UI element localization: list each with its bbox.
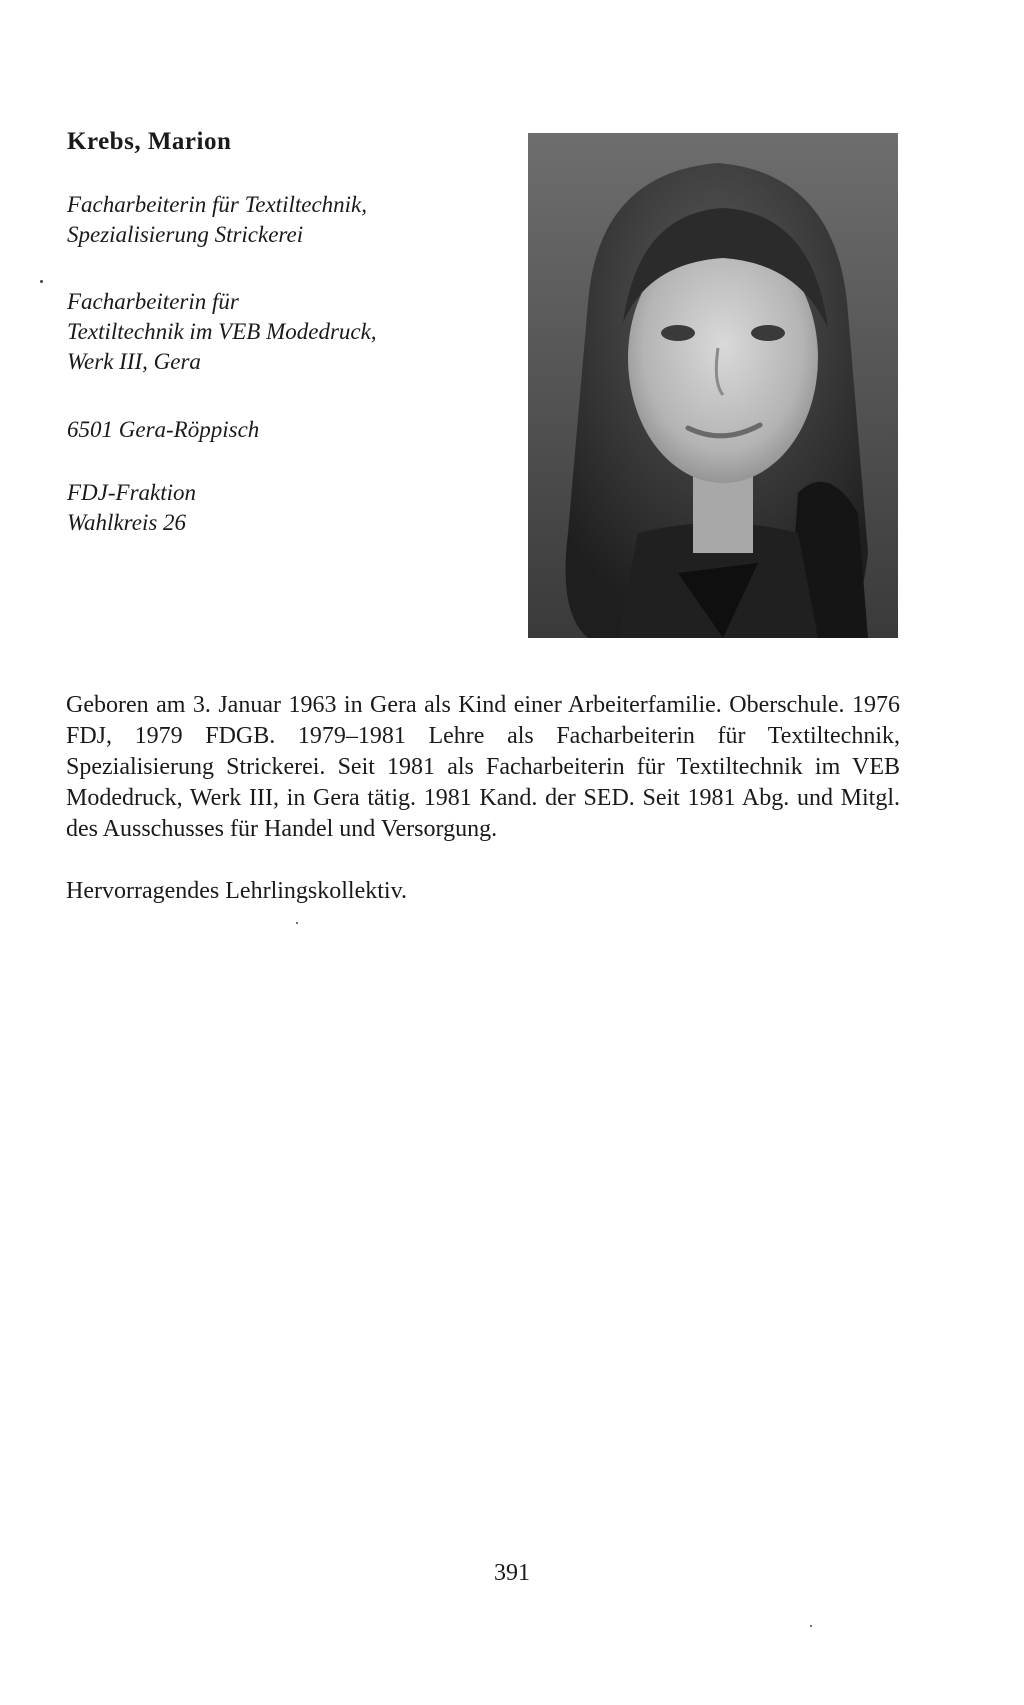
portrait-illustration (528, 133, 898, 638)
print-speck (810, 1625, 812, 1627)
qualification (67, 190, 487, 250)
occupation-line: Facharbeiterin für (67, 289, 239, 314)
faction (67, 478, 487, 538)
page-number: 391 (494, 1560, 530, 1586)
qualification-line: Spezialisierung Strickerei (67, 222, 304, 247)
print-speck (296, 922, 298, 924)
print-speck (40, 280, 43, 283)
person-name: Krebs, Marion (67, 128, 232, 155)
occupation (67, 287, 487, 377)
occupation-line: Textiltechnik im VEB Modedruck, (67, 319, 377, 344)
biography-text: Geboren am 3. Januar 1963 in Gera als Kind einer Arbeiterfamilie. Oberschule. 1976 FDJ, 1979 FDGB. 1979–1981 Lehre als Facharbeiterin für Textiltechnik, Spezialisierung Strickerei. Seit 1981 als Facharbeiterin für Textiltechnik im VEB Modedruck, Werk III, in Gera tätig. 1981 Kand. der SED. Seit 1981 Abg. und Mitgl. des Ausschusses für Handel und Versorgung. (66, 692, 900, 842)
residence: 6501 Gera-Röppisch (67, 417, 260, 442)
occupation-line: Werk III, Gera (67, 349, 201, 374)
qualification-line: Facharbeiterin für Textiltechnik, (67, 192, 368, 217)
faction-line: FDJ-Fraktion (67, 480, 197, 505)
faction-line: Wahlkreis 26 (67, 510, 187, 535)
portrait-photo (528, 133, 898, 638)
award-text: Hervorragendes Lehrlingskollektiv. (66, 878, 408, 904)
